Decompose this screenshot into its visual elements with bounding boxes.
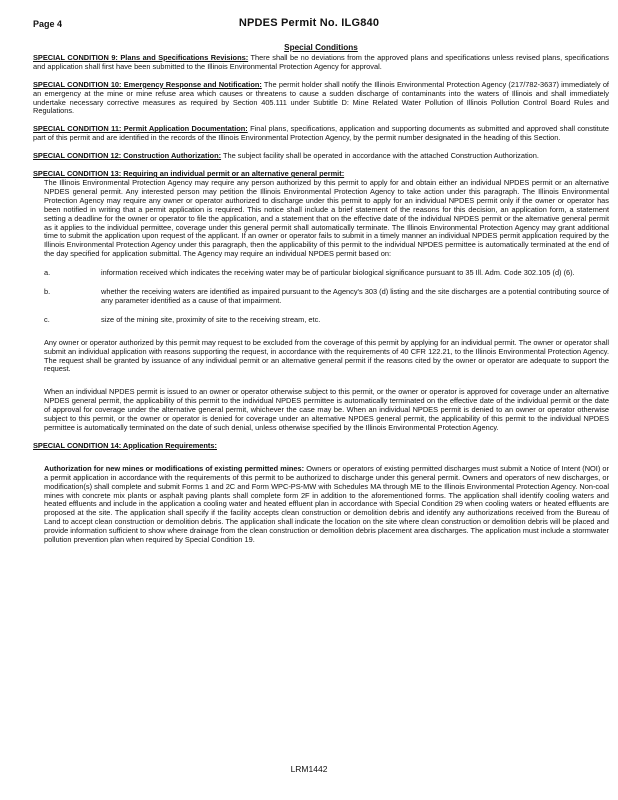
- special-condition-13: [33, 170, 609, 433]
- sc10-heading: SPECIAL CONDITION 10: Emergency Response and Notification:: [33, 79, 262, 89]
- sc14-lead: Authorization for new mines or modifications of existing permitted mines:: [44, 463, 305, 473]
- page-number: Page 4: [33, 19, 63, 29]
- item-label: b.: [44, 287, 51, 297]
- sc11-text: Final plans, specifications, application and supporting documents as submitted and approved shall constitute part of this permit and are identified in the records of the Illinois Environmental Protection Agency, by the permit number designated in the heading of this Section.: [33, 124, 609, 143]
- sc14-body: [33, 465, 609, 545]
- sc13-para3: When an individual NPDES permit is issued to an owner or operator otherwise subject to this permit, or the owner or operator is approved for coverage under an alternative NPDES general permit, the applicability of this permit to the individual NPDES permittee is automatically terminated on the effective date of the individual permit or the date of approval for coverage under the alternative general permit, whichever the case may be. When an individual NPDES permit is denied to an owner or operator otherwise subject to this permit, or the owner or operator is denied for coverage under an alternative NPDES general permit, the applicability of this permit to the individual NPDES permittee is automatically terminated on the date of such denial, unless otherwise specified by the Illinois Environmental Protection Agency.: [44, 387, 609, 432]
- sc13-heading: SPECIAL CONDITION 13: Requiring an individual permit or an alternative general permit:: [33, 169, 345, 179]
- item-text: whether the receiving waters are identified as impaired pursuant to the Agency's 303 (d) listing and the site discharges are a potential contributing source of any parameter identified as a cause of that impairment.: [101, 287, 609, 305]
- special-condition-9: [33, 54, 609, 72]
- sc13-item-a: [44, 269, 609, 278]
- sc12-text: The subject facility shall be operated in accordance with the attached Construction Authorization.: [221, 151, 539, 161]
- item-label: c.: [44, 314, 50, 324]
- sc9-heading: SPECIAL CONDITION 9: Plans and Specifications Revisions:: [33, 52, 249, 62]
- item-text: information received which indicates the receiving water may be of particular biological significance pursuant to 35 Ill. Adm. Code 302.105 (d) (6).: [101, 268, 575, 278]
- section-heading: Special Conditions: [284, 43, 358, 52]
- permit-title: NPDES Permit No. ILG840: [238, 17, 380, 29]
- special-condition-11: [33, 125, 609, 143]
- special-condition-14: [33, 442, 609, 545]
- sc13-para2: Any owner or operator authorized by this permit may request to be excluded from the coverage of this permit by applying for an individual permit. The owner or operator shall submit an individual application with reasons supporting the request, in accordance with the requirements of 40 CFR 122.21, to the Illinois Environmental Protection Agency. The request shall be granted by issuance of any individual permit or an alternative general permit if the reasons cited by the owner or operator are adequate to support the request.: [44, 337, 609, 374]
- sc9-text: There shall be no deviations from the approved plans and specifications unless revised plans, specifications and application shall first have been submitted to the Illinois Environmental Protection Agency for approval.: [33, 52, 609, 71]
- sc14-heading: SPECIAL CONDITION 14: Application Requirements:: [33, 440, 217, 450]
- item-label: a.: [44, 268, 51, 278]
- sc12-heading: SPECIAL CONDITION 12: Construction Authorization:: [33, 151, 222, 161]
- footer-stamp: LRM1442: [290, 764, 328, 774]
- sc13-intro: The Illinois Environmental Protection Agency may require any person authorized by this permit to apply for and obtain either an individual NPDES permit or an alternative NPDES general permit. Any interested person may petition the Illinois Environmental Protection Agency to take action under this paragraph. The Illinois Environmental Protection Agency may require any owner or operator authorized to discharge under this permit to apply for an individual NPDES permit only if the owner or operator has been notified in writing that a permit application is required. This notice shall include a brief statement of the reasons for this decision, an application form, a statement setting a deadline for the owner or operator to file the application, and a statement that on the effective date of the individual NPDES permit or the alternative general permit as it applies to the individual permittee, coverage under this general permit shall automatically terminate. The Illinois Environmental Protection Agency may grant additional time to submit the application upon request of the applicant. If an owner or operator fails to submit in a timely manner an individual NPDES permit application required by the Illinois Environmental Protection Agency under this paragraph, then the applicability of this permit to the individual NPDES permittee is automatically terminated at the end of the day specified for application submittal. The Agency may require an individual NPDES permit based on:: [44, 177, 609, 259]
- special-condition-12: [33, 152, 609, 161]
- special-condition-10: [33, 81, 609, 117]
- sc14-text: Owners or operators of existing permitted discharges must submit a Notice of Intent (NOI) or a permit application in accordance with the requirements of this permit to be authorized to discharge under this general permit. Owners and operators of new discharges, or modification(s) shall complete and submit Forms 1 and 2C and Form WPC-PS-MW with Schedules MA through ME to the Illinois Environmental Protection Agency. Non-coal mines with concrete mix plants or asphalt paving plants shall complete form 2F in addition to the aforementioned forms. The application shall identify cooling waters and heated effluents and include in the application a cooling water and heated effluent plan in accordance with Special Condition 29 when cooling waters or heated effluents are proposed at the site. The application shall specify if the facility accepts clean construction or demolition debris and identify any authorizations received from the Bureau of Land to accept clean construction or demolition debris. The application shall indicate the location on the site where clean construction or demolition debris will be placed and provide information sufficient to show where drainage from the clean construction or demolition debris placement area discharges. The application must include a stormwater pollution prevention plan when required by Special Condition 19.: [44, 463, 609, 545]
- sc13-item-b: [44, 288, 609, 306]
- sc10-text: The permit holder shall notify the Illinois Environmental Protection Agency (217/782-3637) immediately of an emergency at the mine or mine refuse area which causes or threatens to cause a sudden discharge of contaminants into the waters of Illinois and shall immediately undertake necessary corrective measures as required by Section 405.111 under Subtitle D: Mine Related Water Pollution of Illinois Pollution Control Board Rules and Regulations.: [33, 79, 609, 116]
- document-body: [33, 44, 609, 554]
- item-text: size of the mining site, proximity of site to the receiving stream, etc.: [101, 314, 321, 324]
- sc11-heading: SPECIAL CONDITION 11: Permit Application Documentation:: [33, 124, 248, 134]
- sc13-item-c: [44, 316, 609, 325]
